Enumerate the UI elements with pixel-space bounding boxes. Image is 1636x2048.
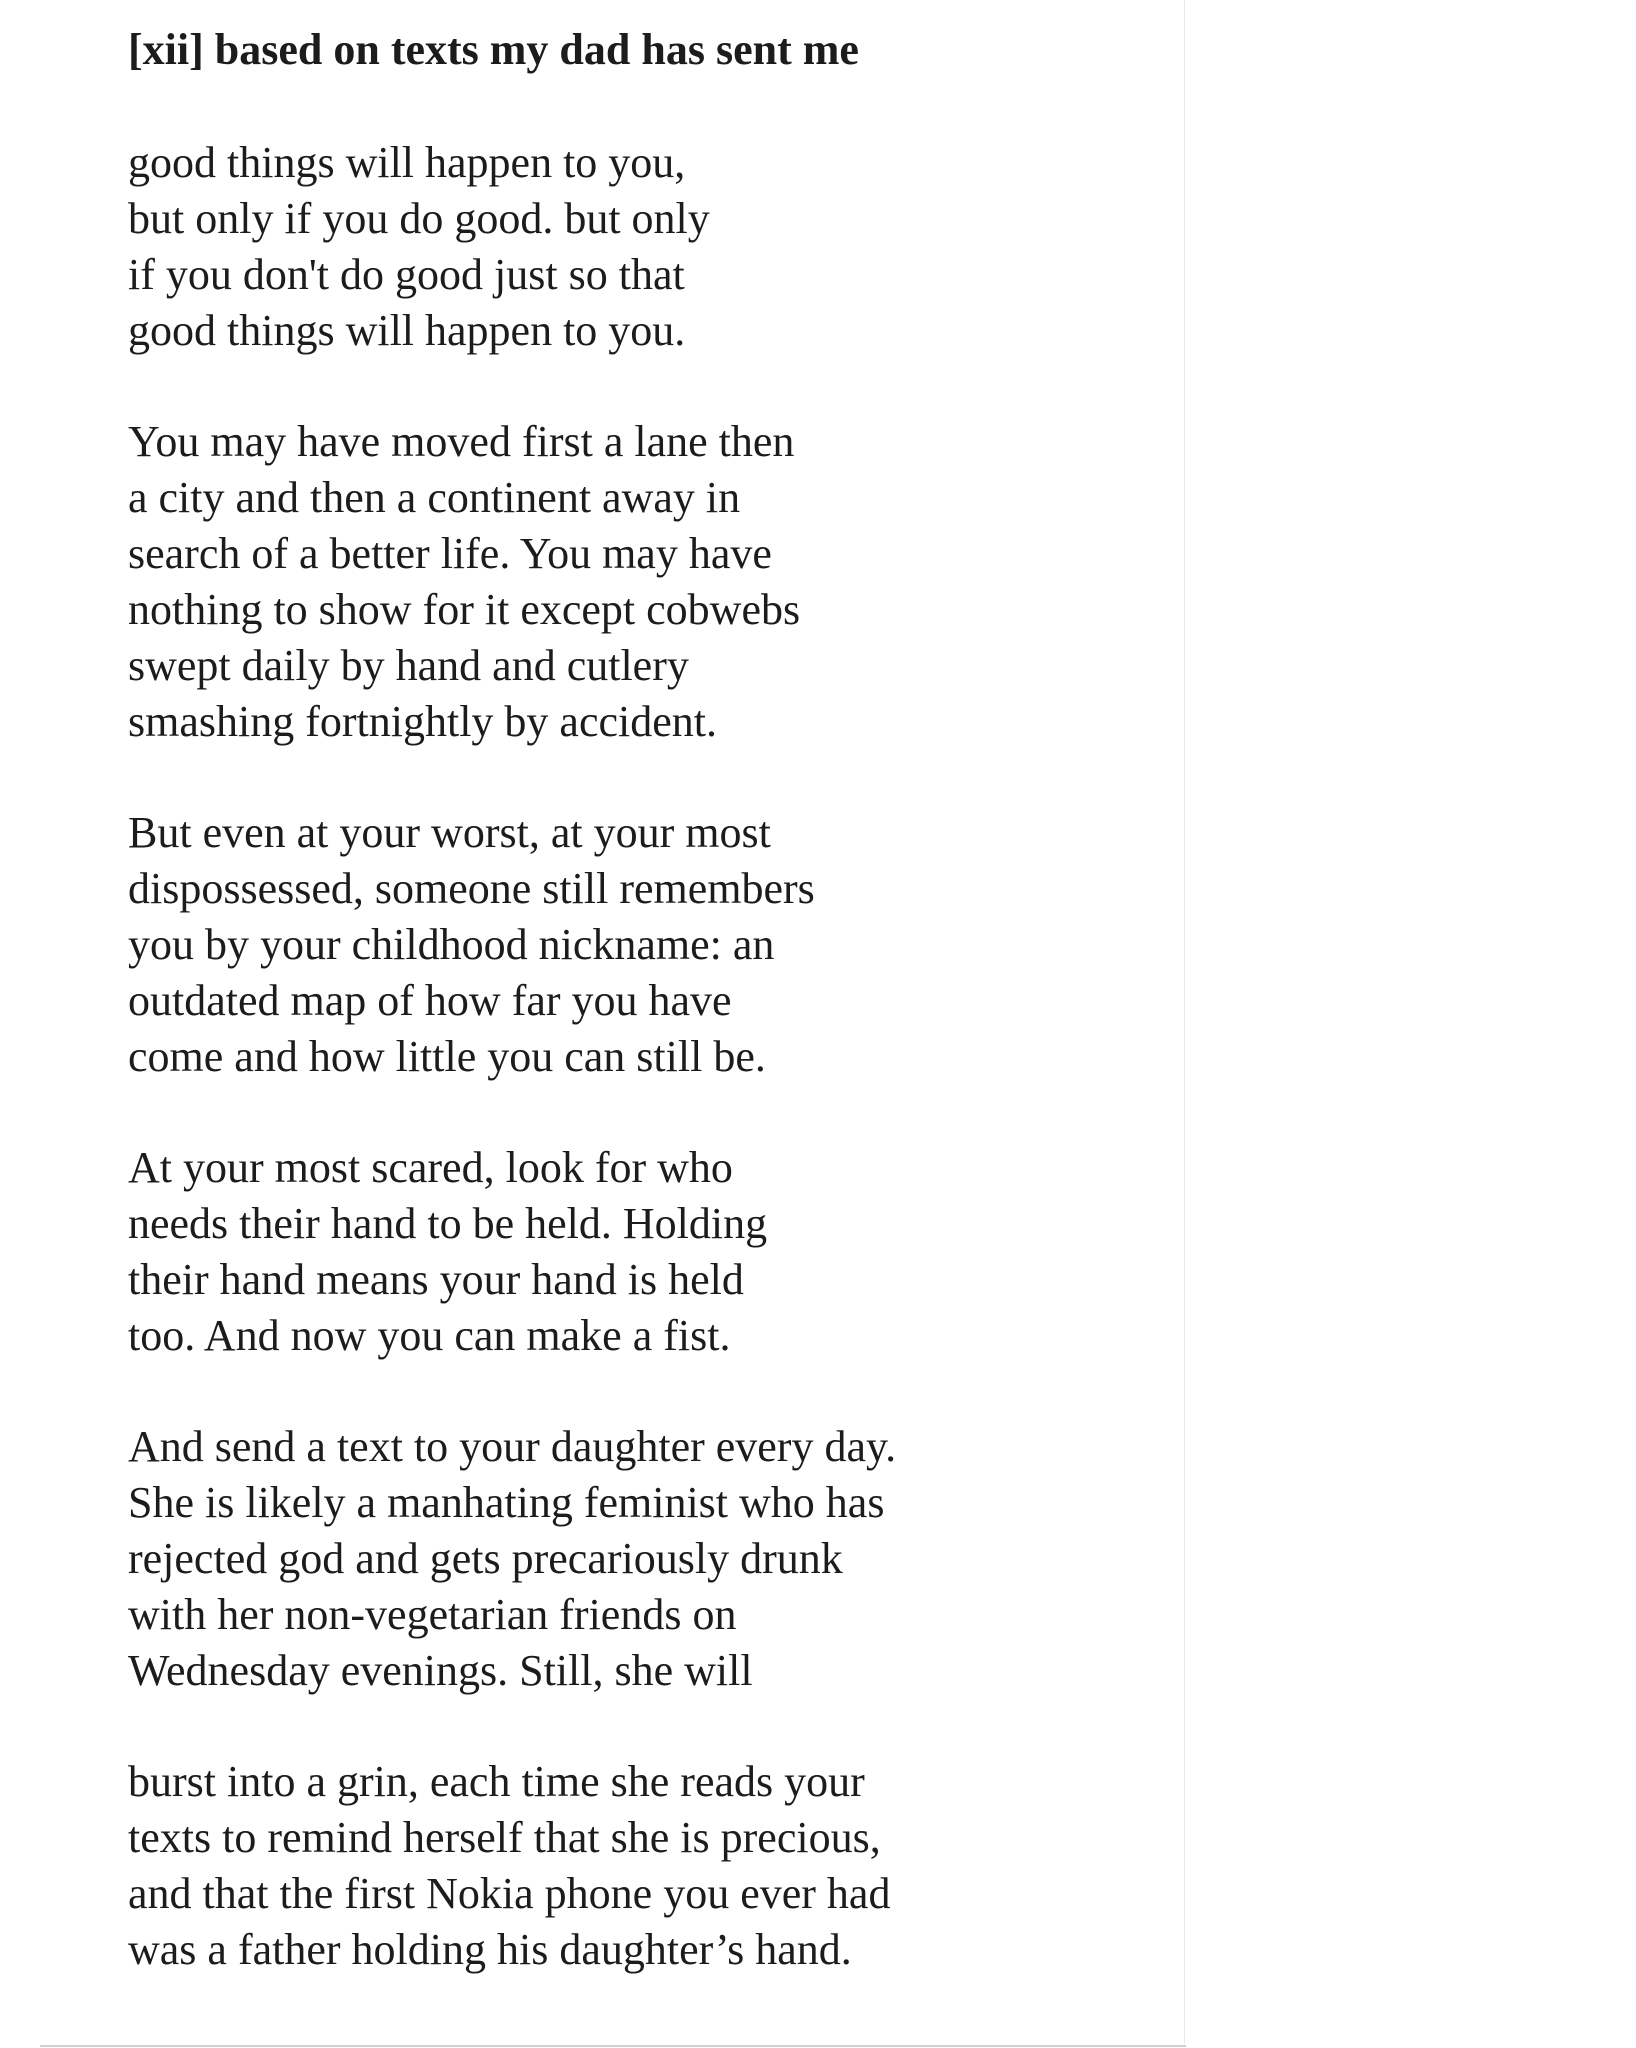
stanza-5 <box>128 1419 1168 1699</box>
poem-line: come and how little you can still be. <box>128 1032 766 1081</box>
poem-line: with her non-vegetarian friends on <box>128 1590 737 1639</box>
stanza-4 <box>128 1140 1168 1364</box>
poem-line: too. And now you can make a fist. <box>128 1311 731 1360</box>
poem-line: was a father holding his daughter’s hand. <box>128 1925 852 1974</box>
poem-line: good things will happen to you, <box>128 138 686 187</box>
stanza-6 <box>128 1754 1168 1978</box>
poem-line: But even at your worst, at your most <box>128 808 771 857</box>
poem-line: You may have moved first a lane then <box>128 417 795 466</box>
stanza-1 <box>128 135 1168 359</box>
poem-line: search of a better life. You may have <box>128 529 772 578</box>
poem-line: their hand means your hand is held <box>128 1255 744 1304</box>
poem-line: and that the first Nokia phone you ever had <box>128 1869 891 1918</box>
poem-line: At your most scared, look for who <box>128 1143 733 1192</box>
poem-line: rejected god and gets precariously drunk <box>128 1534 843 1583</box>
poem-line: dispossessed, someone still remembers <box>128 864 815 913</box>
poem-line: burst into a grin, each time she reads your <box>128 1757 865 1806</box>
poem-line: needs their hand to be held. Holding <box>128 1199 768 1248</box>
poem-line: texts to remind herself that she is precious, <box>128 1813 881 1862</box>
blank-margin-area <box>1186 0 1636 2048</box>
poem-line: smashing fortnightly by accident. <box>128 697 717 746</box>
poem-line: but only if you do good. but only <box>128 194 710 243</box>
poem-line: you by your childhood nickname: an <box>128 920 775 969</box>
poem-body <box>128 135 1168 2033</box>
stanza-3 <box>128 805 1168 1085</box>
poem-line: And send a text to your daughter every day. <box>128 1422 897 1471</box>
poem-line: a city and then a continent away in <box>128 473 741 522</box>
poem-line: She is likely a manhating feminist who has <box>128 1478 885 1527</box>
poem-line: if you don't do good just so that <box>128 250 685 299</box>
poem-line: outdated map of how far you have <box>128 976 732 1025</box>
poem-line: Wednesday evenings. Still, she will <box>128 1646 753 1695</box>
poem-line: swept daily by hand and cutlery <box>128 641 689 690</box>
poem-line: nothing to show for it except cobwebs <box>128 585 801 634</box>
poem-title: [xii] based on texts my dad has sent me <box>128 25 859 74</box>
stanza-2 <box>128 414 1168 750</box>
page-bottom-divider <box>40 2045 1186 2047</box>
poem-line: good things will happen to you. <box>128 306 686 355</box>
